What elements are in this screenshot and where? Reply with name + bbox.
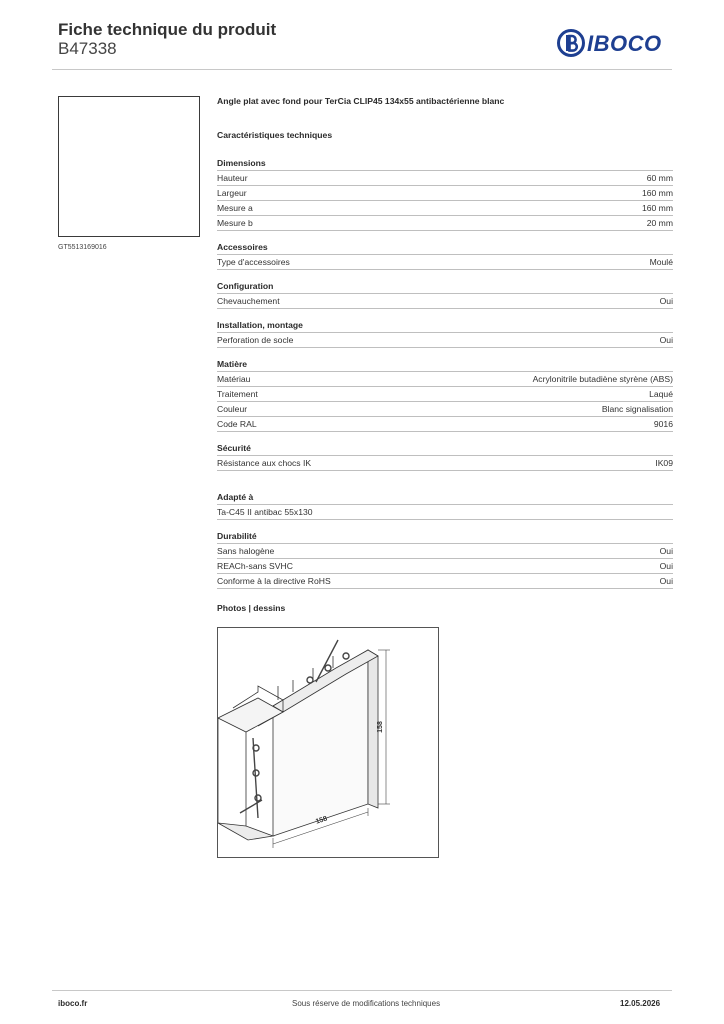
group-title: Sécurité — [217, 443, 251, 453]
spec-group — [217, 156, 673, 231]
page-title: Fiche technique du produit — [58, 20, 277, 39]
spec-row — [217, 332, 673, 348]
spec-row — [217, 543, 673, 558]
group-title: Accessoires — [217, 242, 268, 252]
spec-row — [217, 558, 673, 573]
spec-group-adapted — [217, 490, 673, 520]
footer-divider — [52, 990, 672, 991]
spec-label: Résistance aux chocs IK — [217, 458, 312, 468]
spec-value: Oui — [659, 546, 673, 556]
group-title: Dimensions — [217, 158, 266, 168]
footer-date: 12.05.2026 — [620, 999, 661, 1008]
spec-value: Laqué — [649, 389, 673, 399]
photos-heading: Photos | dessins — [217, 603, 286, 613]
spec-group — [217, 357, 673, 432]
spec-label: Traitement — [217, 389, 258, 399]
product-reference: B47338 — [58, 39, 117, 58]
spec-row — [217, 416, 673, 432]
spec-label: Mesure b — [217, 218, 253, 228]
spec-label: Largeur — [217, 188, 247, 198]
spec-value: 9016 — [653, 419, 673, 429]
dimension-height-label: 158 — [377, 721, 384, 733]
product-image-placeholder — [58, 96, 200, 237]
spec-value: Oui — [659, 296, 673, 306]
technical-drawing-icon — [218, 628, 438, 857]
footer-notice: Sous réserve de modifications techniques — [292, 999, 441, 1008]
spec-label: Matériau — [217, 374, 251, 384]
spec-row — [217, 401, 673, 416]
spec-row — [217, 293, 673, 309]
brand-logo[interactable] — [557, 29, 675, 59]
spec-value: Oui — [659, 335, 673, 345]
spec-label: Conforme à la directive RoHS — [217, 576, 331, 586]
spec-label: Perforation de socle — [217, 335, 294, 345]
spec-group — [217, 441, 673, 471]
spec-groups — [217, 156, 673, 471]
spec-value: 160 mm — [641, 188, 673, 198]
group-title: Durabilité — [217, 531, 257, 541]
spec-value: 60 mm — [646, 173, 673, 183]
spec-value: Oui — [659, 576, 673, 586]
spec-label: Code RAL — [217, 419, 257, 429]
spec-value: Moulé — [649, 257, 673, 267]
spec-sheet — [217, 96, 673, 624]
spec-row — [217, 254, 673, 270]
spec-label: Mesure a — [217, 203, 253, 213]
spec-label: Ta-C45 II antibac 55x130 — [217, 507, 313, 517]
spec-label: Type d'accessoires — [217, 257, 290, 267]
spec-label: Couleur — [217, 404, 248, 414]
product-name: Angle plat avec fond pour TerCia CLIP45 134x55 antibactérienne blanc — [217, 96, 505, 106]
spec-label: Sans halogène — [217, 546, 275, 556]
group-title: Adapté à — [217, 492, 254, 502]
logo-text: IBOCO — [587, 31, 662, 56]
spec-label: Chevauchement — [217, 296, 280, 306]
spec-group — [217, 279, 673, 309]
spec-row — [217, 504, 673, 520]
spec-row — [217, 573, 673, 589]
spec-row — [217, 455, 673, 471]
spec-label: REACh-sans SVHC — [217, 561, 293, 571]
spec-row — [217, 386, 673, 401]
spec-value: IK09 — [655, 458, 673, 468]
spec-row — [217, 371, 673, 386]
spec-row — [217, 215, 673, 231]
dimension-width-label: 158 — [314, 815, 329, 826]
header-divider — [52, 69, 672, 70]
spec-value: Blanc signalisation — [601, 404, 673, 414]
photos-section — [217, 601, 673, 615]
spec-group — [217, 240, 673, 270]
spec-value: Oui — [659, 561, 673, 571]
spec-group — [217, 318, 673, 348]
characteristics-heading: Caractéristiques techniques — [217, 130, 333, 140]
group-title: Matière — [217, 359, 248, 369]
spec-label: Hauteur — [217, 173, 248, 183]
spec-value: 160 mm — [641, 203, 673, 213]
spec-group-durability — [217, 529, 673, 589]
spec-row — [217, 200, 673, 215]
logo-mark-icon — [557, 29, 585, 57]
group-title: Configuration — [217, 281, 274, 291]
product-drawing — [217, 627, 439, 858]
spec-value: 20 mm — [646, 218, 673, 228]
group-title: Installation, montage — [217, 320, 303, 330]
footer-website-link[interactable]: iboco.fr — [58, 999, 88, 1008]
product-code: GT5513169016 — [58, 244, 107, 251]
spec-value: Acrylonitrile butadiène styrène (ABS) — [532, 374, 673, 384]
spec-row — [217, 185, 673, 200]
spec-row — [217, 170, 673, 185]
